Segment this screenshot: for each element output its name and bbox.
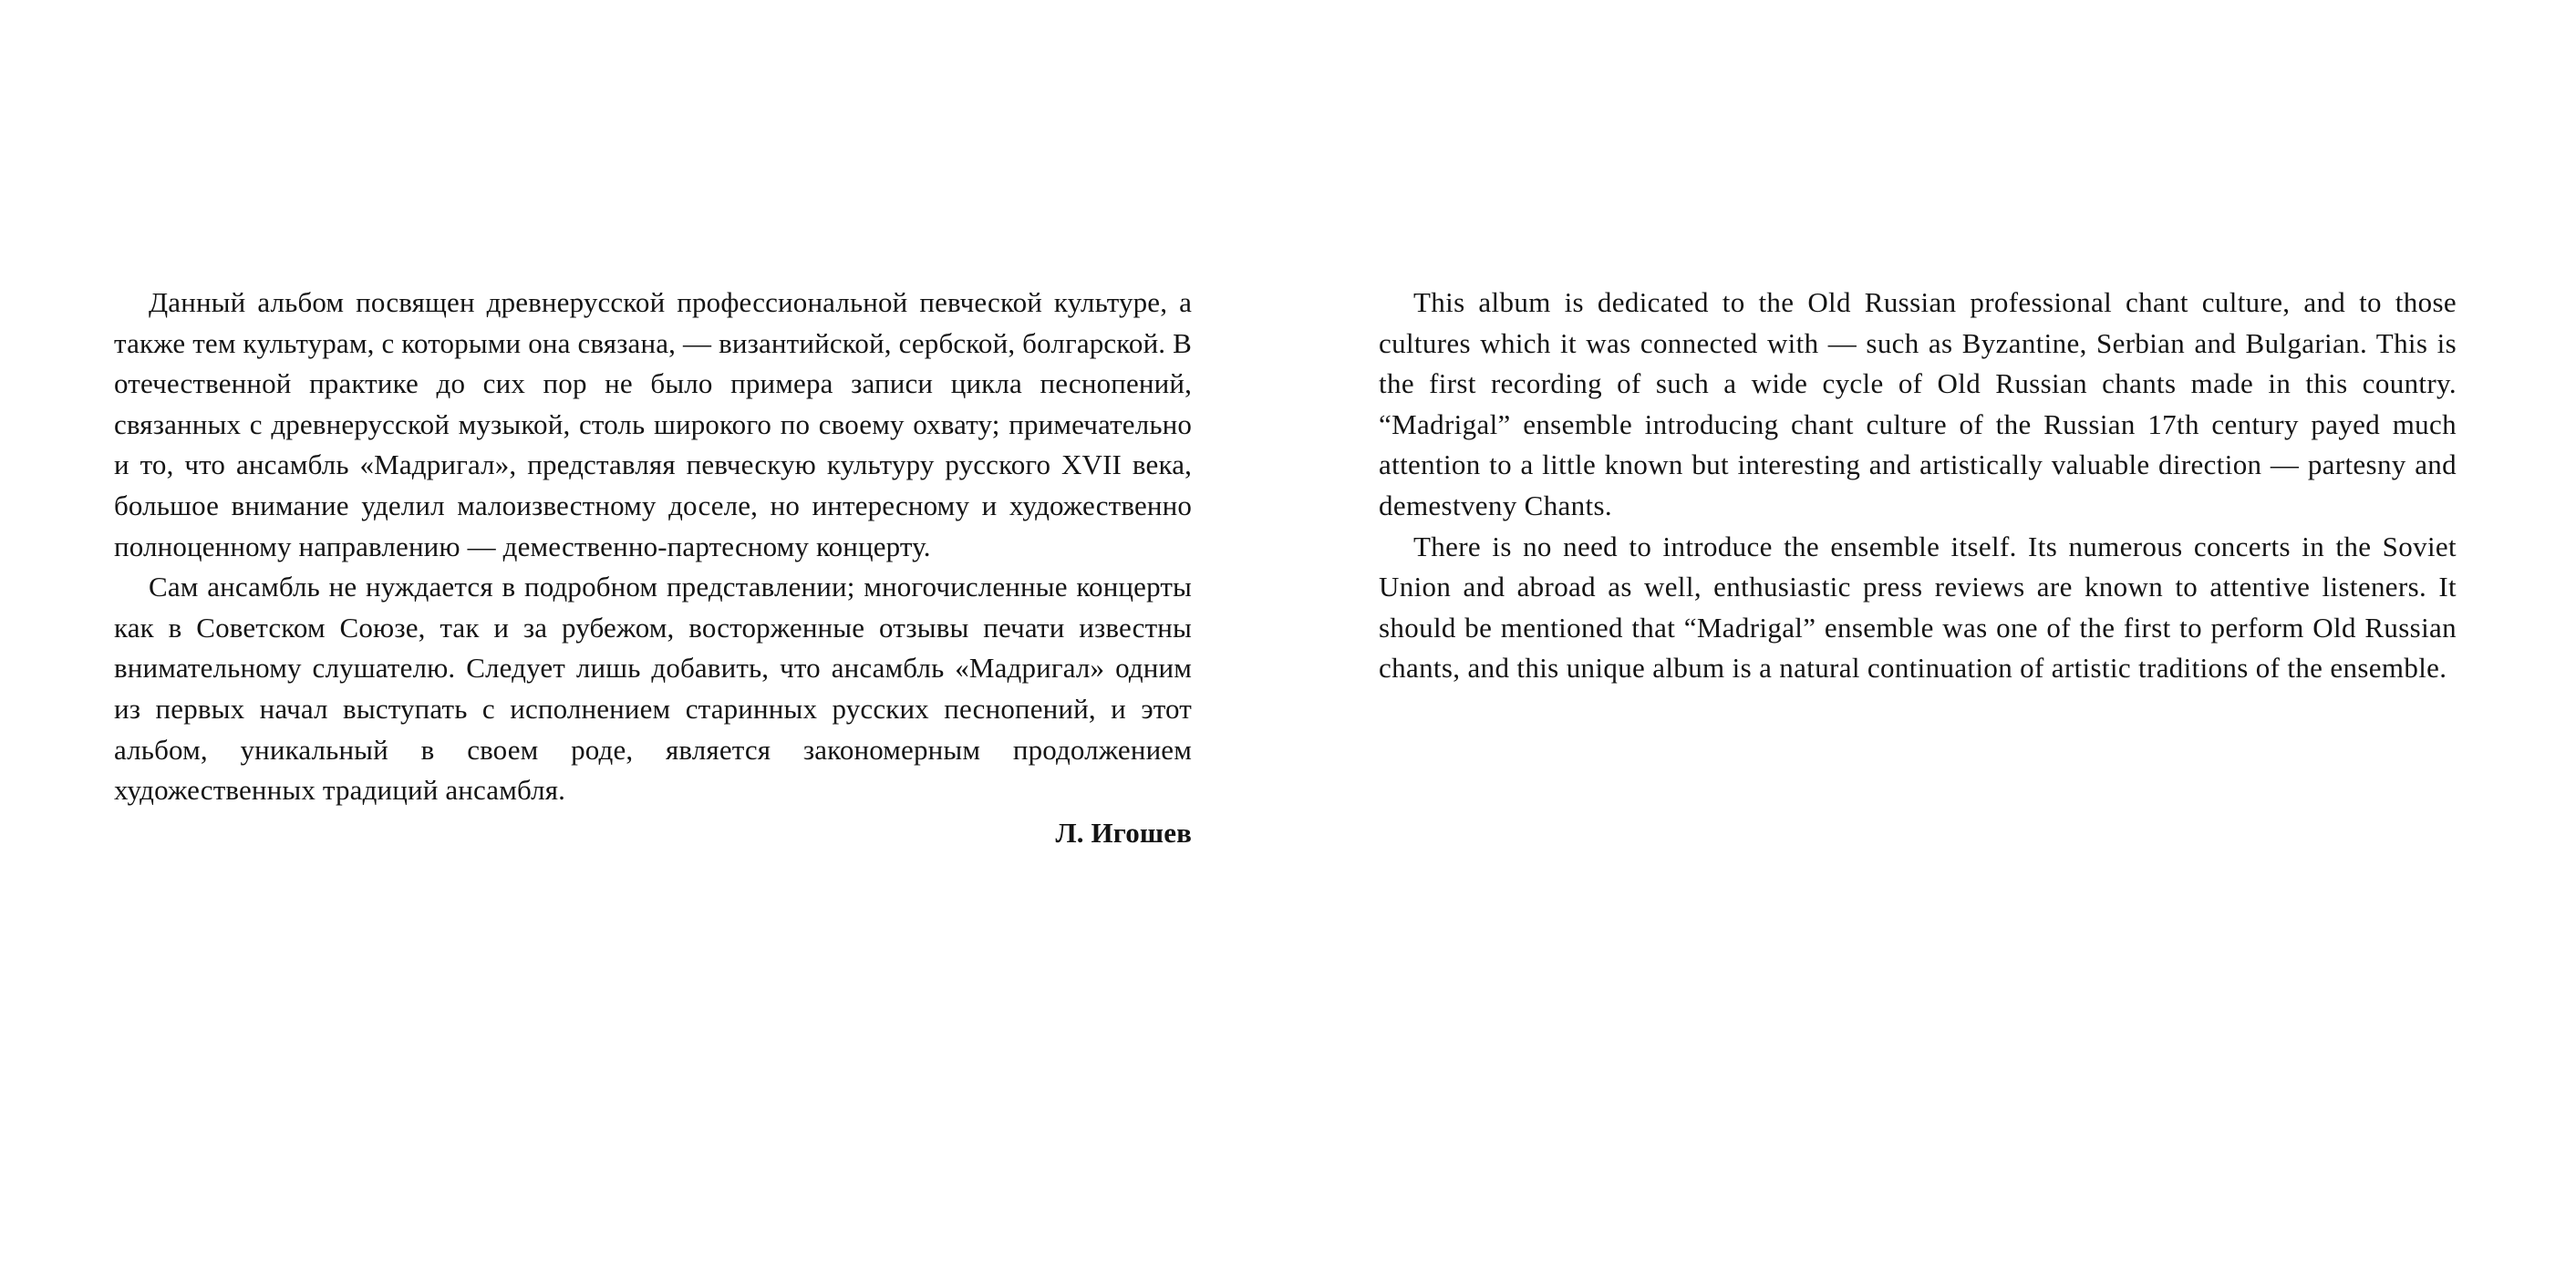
russian-paragraph-1: Данный альбом посвящен древнерусской профессиональной певческой культуре, а также тем культурам, с которыми она связана, — византийской, сербской, болгарской. В отечественной практике до сих пор не было примера записи цикла песнопений, связанных с древнерусской музыкой, столь широкого по своему охвату; примечательно и то, что ансамбль «Мадригал», представляя певческую культуру русского XVII века, большое внимание уделил малоизвестному доселе, но интересному и художественно полноценному направлению — демественно-партесному концерту. (114, 286, 1192, 562)
english-paragraph-1: This album is dedicated to the Old Russian professional chant culture, and to those cultures which it was connected with — such as Byzantine, Serbian and Bulgarian. This is the first recording of such a wide cycle of Old Russian chants made in this country. “Madrigal” ensemble introducing chant culture of the Russian 17th century payed much attention to a little known but interesting and artistically valuable direction — partesny and demestveny Chants. (1379, 286, 2457, 521)
english-paragraph-2: There is no need to introduce the ensemble itself. Its numerous concerts in the Soviet Union and abroad as well, enthusiastic press reviews are known to attentive listeners. It should be mentioned that “Madrigal” ensemble was one of the first to perform Old Russian chants, and this unique album is a natural continuation of artistic traditions of the ensemble. (1379, 530, 2457, 685)
english-text-column (1379, 283, 2457, 689)
russian-paragraph-2: Сам ансамбль не нуждается в подробном представлении; многочисленные концерты как в Советском Союзе, так и за рубежом, восторженные отзывы печати известны внимательному слушателю. Следует лишь добавить, что ансамбль «Мадригал» одним из первых начал выступать с исполнением старинных русских песнопений, и этот альбом, уникальный в своем роде, является закономерным продолжением художественных традиций ансамбля. (114, 571, 1192, 807)
russian-text-column (114, 283, 1192, 853)
author-signature: Л. Игошев (1055, 816, 1192, 849)
